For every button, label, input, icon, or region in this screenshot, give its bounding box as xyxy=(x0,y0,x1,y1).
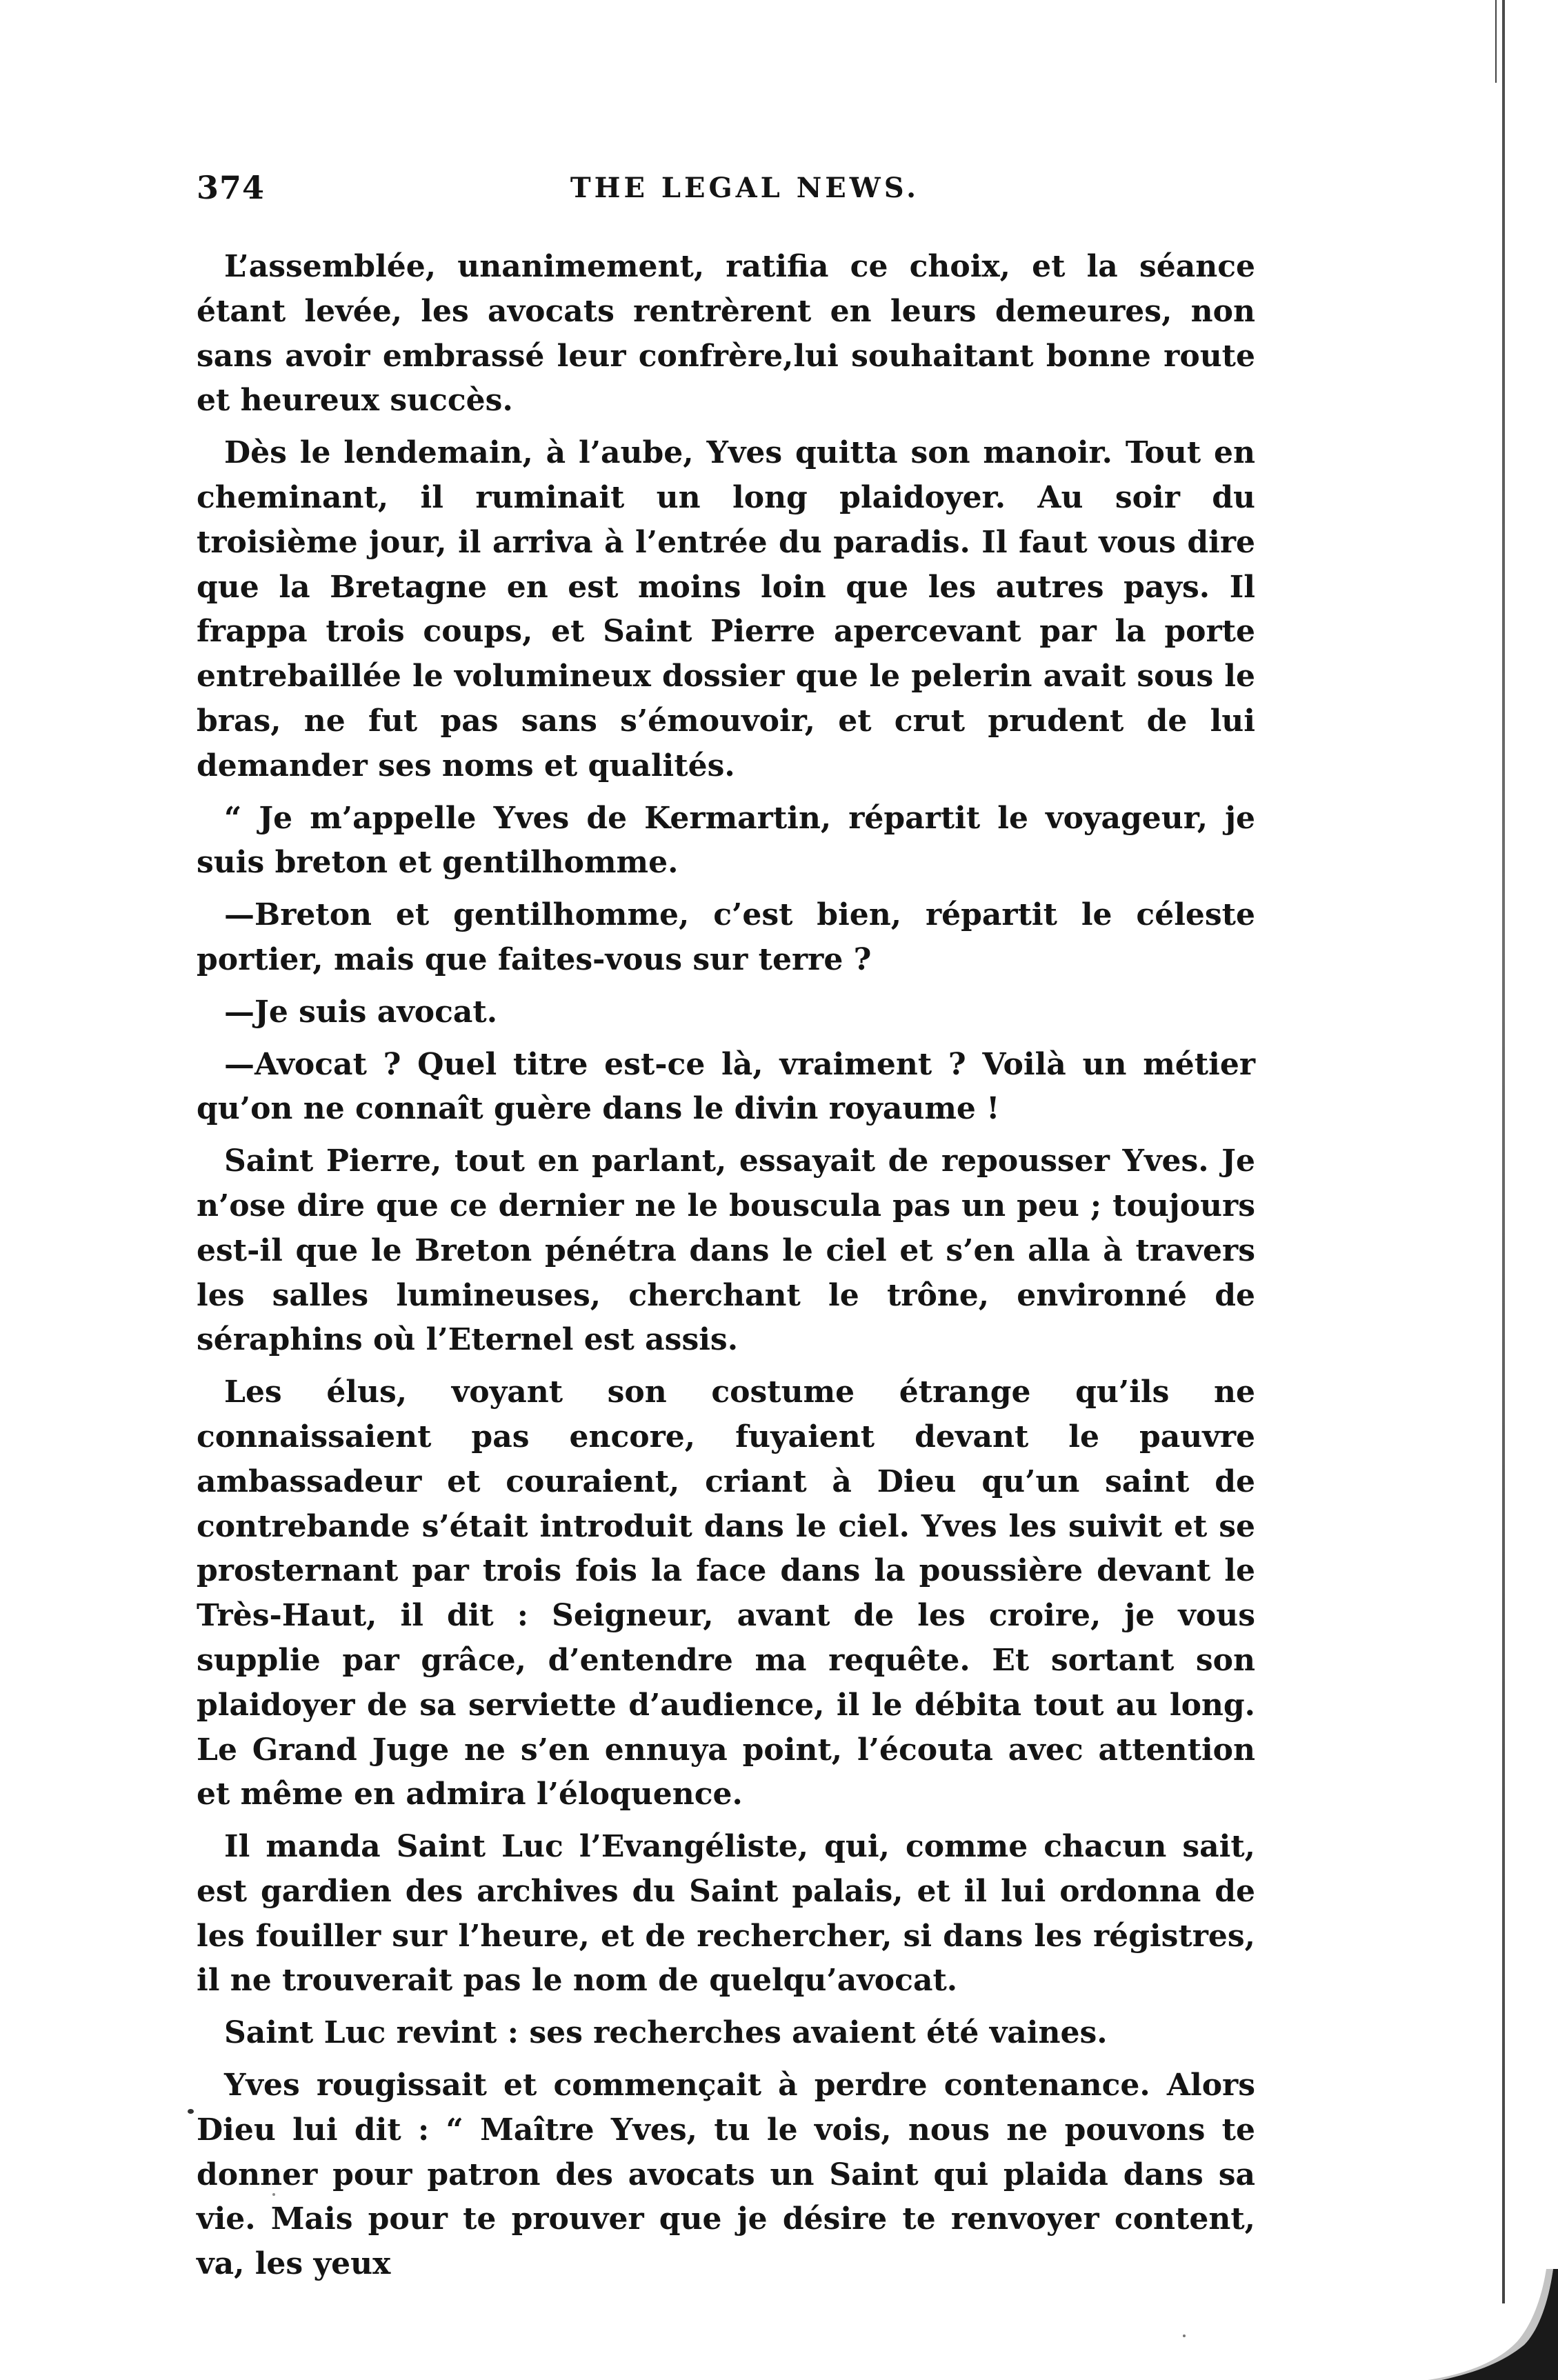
page-number: 374 xyxy=(197,169,266,206)
paragraph: Dès le lendemain, à l’aube, Yves quitta son manoir. Tout en cheminant, il ruminait un long plaidoyer. Au soir du troisième jour, il arriva à l’entrée du paradis. Il faut vous dire que la Bretagne en est moins loin que les autres pays. Il frappa trois coups, et Saint Pierre apercevant par la porte entrebaillée le volumineux dossier que le pelerin avait sous le bras, ne fut pas sans s’émouvoir, et crut prudent de lui demander ses noms et qualités. xyxy=(197,435,1255,783)
scan-speck xyxy=(188,2109,194,2114)
paragraph: Yves rougissait et commençait à perdre contenance. Alors Dieu lui dit : “ Maître Yves, tu le vois, nous ne pouvons te donner pour patron des avocats un Saint qui plaida dans sa vie. Mais pour te prouver que je désire te renvoyer content, va, les yeux xyxy=(197,2068,1255,2282)
paragraph: Il manda Saint Luc l’Evangéliste, qui, comme chacun sait, est gardien des archives du Saint palais, et il lui ordonna de les fouiller sur l’heure, et de rechercher, si dans les régistres, il ne trouverait pas le nom de quelqu’avocat. xyxy=(197,1829,1255,1999)
paragraph: Les élus, voyant son costume étrange qu’ils ne connaissaient pas encore, fuyaient devant le pauvre ambassadeur et couraient, criant à Dieu qu’un saint de contrebande s’était introduit dans le ciel. Yves les suivit et se prosternant par trois fois la face dans la poussière devant le Très-Haut, il dit : Seigneur, avant de les croire, je vous supplie par grâce, d’entendre ma requête. Et sortant son plaidoyer de sa serviette d’audience, il le débita tout au long. Le Grand Juge ne s’en ennuya point, l’écouta avec attention et même en admira l’éloquence. xyxy=(197,1374,1255,1812)
page-header xyxy=(197,169,1252,217)
paragraph: “ Je m’appelle Yves de Kermartin, répartit le voyageur, je suis breton et gentilhomme. xyxy=(197,800,1255,881)
scan-speck xyxy=(1183,2334,1186,2337)
paragraph: Saint Pierre, tout en parlant, essayait de repousser Yves. Je n’ose dire que ce dernier ne le bouscula pas un peu ; toujours est-il que le Breton pénétra dans le ciel et s’en alla à travers les salles lumineuses, cherchant le trône, environné de séraphins où l’Eternel est assis. xyxy=(197,1143,1255,1358)
scan-speck xyxy=(272,2193,275,2196)
paragraph: L’assemblée, unanimement, ratifia ce choix, et la séance étant levée, les avocats rentrèrent en leurs demeures, non sans avoir embrassé leur confrère,lui souhaitant bonne route et heureux succès. xyxy=(197,249,1255,419)
paragraph: Saint Luc revint : ses recherches avaient été vaines. xyxy=(224,2015,1108,2051)
running-head: THE LEGAL NEWS. xyxy=(570,172,920,204)
page-corner-shadow xyxy=(1428,2269,1558,2380)
body-text xyxy=(197,245,1255,2294)
page-edge-shadow-top xyxy=(1495,0,1497,83)
page-edge-shadow xyxy=(1502,0,1505,2303)
paragraph: —Je suis avocat. xyxy=(224,994,498,1030)
paragraph: —Breton et gentilhomme, c’est bien, répartit le céleste portier, mais que faites-vous sur terre ? xyxy=(197,897,1255,977)
paragraph: —Avocat ? Quel titre est-ce là, vraiment ? Voilà un métier qu’on ne connaît guère dans le divin royaume ! xyxy=(197,1046,1255,1127)
